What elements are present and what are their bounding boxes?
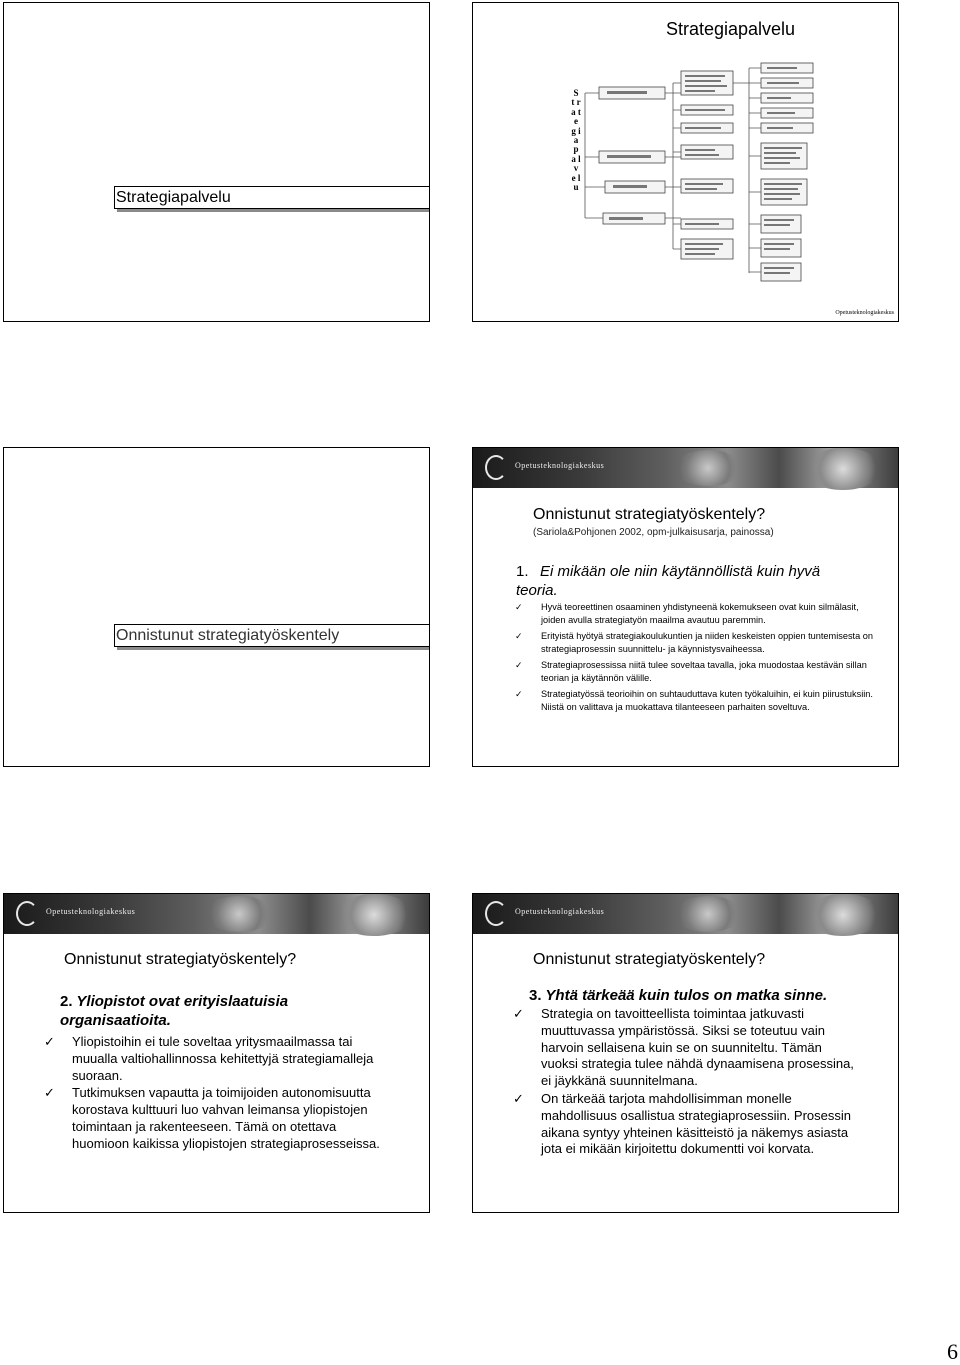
banner-photo — [673, 450, 743, 486]
slide-1 — [3, 2, 430, 322]
checkmark-icon: ✓ — [515, 660, 523, 670]
slide-5-bullet-list — [32, 1034, 392, 1154]
slide-5-heading: Onnistunut strategiatyöskentely? — [64, 951, 297, 968]
banner-photo — [673, 896, 743, 932]
header-banner — [4, 894, 429, 934]
slide-2-title: Strategiapalvelu — [665, 19, 796, 39]
slide-2 — [472, 2, 899, 322]
slide-1-title: Strategiapalvelu — [114, 186, 430, 209]
point-number: 1. — [516, 563, 529, 580]
point-text: Yliopistot ovat erityislaatuisia organisaatioita. — [60, 993, 289, 1029]
list-item: ✓ On tärkeää tarjota mahdollisimman monelle mahdollisuus osallistua strategiaprosessiin. Prosessin aikana syntyy yhteinen käsitteistö ja näkemys asiasta jota ei mikään kirjoitettu dokumentti voi korvata. — [513, 1090, 851, 1157]
list-item: ✓ Strategiatyössä teorioihin on suhtauduttava kuten työkaluihin, ei kuin piirustuksiin. Niistä on valittava ja muokattava tilanteeseen parhaiten soveltuva. — [515, 689, 873, 712]
banner-text: Opetusteknologiakeskus — [46, 907, 136, 916]
slide-4-subheading: (Sariola&Pohjonen 2002, opm-julkaisusarja, painossa) — [533, 527, 774, 538]
banner-photo — [334, 894, 414, 936]
page-number: 6 — [947, 1339, 958, 1364]
point-number: 3. — [529, 987, 542, 1004]
slide-5-point — [60, 992, 360, 1030]
banner-photo — [803, 894, 883, 936]
slide-6-point — [529, 986, 829, 1005]
list-item: ✓ Erityistä hyötyä strategiakoulukuntien ja niiden keskeisten oppien tuntemisesta on strategiaprosessin suunnittelu- ja käynnistysvaiheessa. — [515, 631, 873, 654]
slide-3 — [3, 447, 430, 767]
strategy-diagram — [473, 3, 899, 322]
slide-4-heading: Onnistunut strategiatyöskentely? — [533, 506, 766, 523]
slide-4-point — [516, 562, 856, 600]
slide-2-vertical-strip: S t r a t e g i a p a l v e l u — [571, 88, 581, 193]
logo-icon — [485, 901, 507, 926]
checkmark-icon: ✓ — [515, 602, 523, 612]
slide-5 — [3, 893, 430, 1213]
logo-icon — [485, 455, 507, 480]
slide-6 — [472, 893, 899, 1213]
logo-icon — [16, 901, 38, 926]
list-item: ✓ Hyvä teoreettinen osaaminen yhdistyneenä kokemukseen ovat kuin silmälasit, joiden avulla strategiatyön maailma avautuu paremmin. — [515, 602, 859, 625]
header-banner — [473, 448, 898, 488]
point-number: 2. — [60, 993, 73, 1010]
slide-6-heading: Onnistunut strategiatyöskentely? — [533, 951, 766, 968]
slide-2-footer: Opetusteknologiakeskus — [835, 310, 894, 316]
checkmark-icon: ✓ — [513, 1090, 524, 1106]
point-text: Ei mikään ole niin käytännöllistä kuin hyvä teoria. — [516, 563, 821, 599]
banner-photo — [803, 448, 883, 490]
banner-photo — [204, 896, 274, 932]
list-item: ✓ Yliopistoihin ei tule soveltaa yritysmaailmassa tai muualla valtiohallinnossa kehitettyjä strategiamalleja suoraan. — [44, 1034, 374, 1083]
list-item: ✓ Strategiaprosessissa niitä tulee soveltaa tavalla, joka muodostaa kestävän sillan teorian ja käytännön välille. — [515, 660, 867, 683]
point-text: Yhtä tärkeää kuin tulos on matka sinne. — [545, 987, 828, 1004]
list-item: ✓ Strategia on tavoitteellista toimintaa jatkuvasti muuttuvassa ympäristössä. Siksi se toteutuu vain harvoin sellaisena kuin se on suunniteltu. Tämän vuoksi strategia tulee nähdä dynaamisena prosessina, ei jäykkänä suunnitelmana. — [513, 1006, 854, 1089]
slide-4 — [472, 447, 899, 767]
checkmark-icon: ✓ — [515, 689, 523, 699]
checkmark-icon: ✓ — [515, 631, 523, 641]
header-banner — [473, 894, 898, 934]
slide-3-title: Onnistunut strategiatyöskentely — [114, 624, 430, 647]
checkmark-icon: ✓ — [44, 1085, 55, 1101]
checkmark-icon: ✓ — [44, 1034, 55, 1049]
banner-text: Opetusteknologiakeskus — [515, 907, 605, 916]
banner-text: Opetusteknologiakeskus — [515, 461, 605, 470]
slide-6-bullet-list — [501, 1006, 861, 1159]
list-item: ✓ Tutkimuksen vapautta ja toimijoiden autonomisuutta korostava kulttuuri luo vahvan leimansa yliopistojen toimintaan ja rakenteeseen. Tämä on otettava huomioon kaikissa yliopistojen strategiaprosesseissa. — [44, 1085, 380, 1151]
checkmark-icon: ✓ — [513, 1006, 524, 1021]
slide-4-bullet-list — [499, 601, 879, 717]
